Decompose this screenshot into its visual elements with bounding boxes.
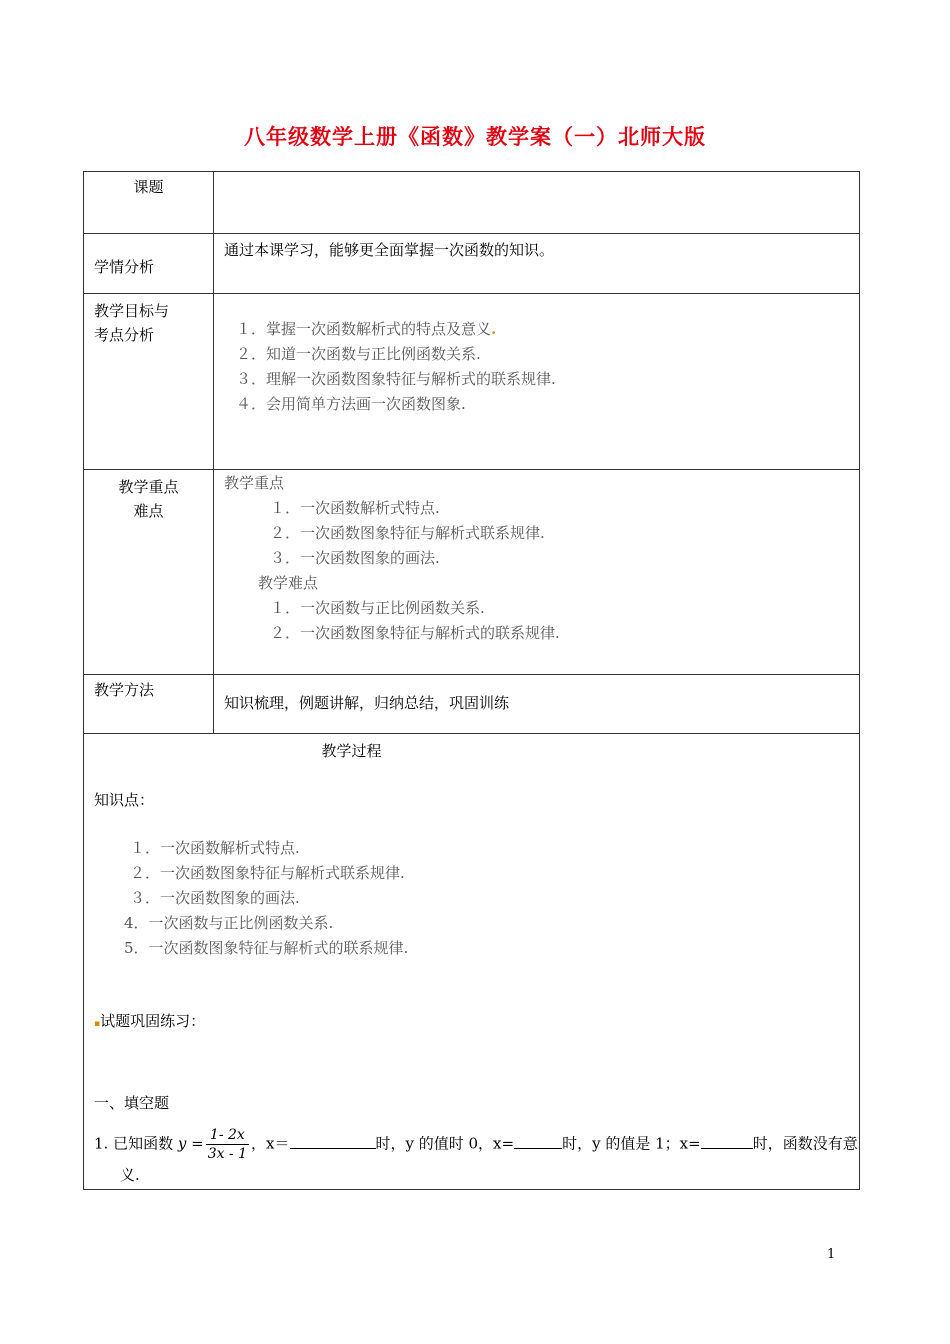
key-points-label-line1: 教学重点 (118, 478, 179, 496)
practice-mark-icon: ▪ (94, 1019, 101, 1029)
process-section (84, 739, 859, 1188)
list-item: ３．一次函数图象的画法. (270, 549, 440, 567)
row-objectives (84, 294, 860, 470)
practice-heading (94, 1009, 849, 1037)
list-item: ３．理解一次函数图象特征与解析式的联系规律. (236, 370, 556, 388)
analysis-label: 学情分析 (94, 257, 155, 276)
topic-content (214, 172, 859, 176)
topic-label: 课题 (133, 178, 164, 196)
list-item: ２．一次函数图象特征与解析式联系规律. (270, 524, 545, 542)
list-item: ２．一次函数图象特征与解析式联系规律. (130, 864, 405, 882)
objective-mark: . (491, 320, 497, 338)
row-process (84, 734, 860, 1190)
blank-1[interactable] (290, 1134, 376, 1149)
list-item: １．一次函数解析式特点. (270, 499, 440, 517)
key-points-content (214, 470, 859, 646)
q1-denominator: 3x - 1 (207, 1146, 248, 1162)
key-points-label-line2: 难点 (133, 502, 164, 520)
knowledge-list (94, 836, 849, 961)
analysis-content: 通过本课学习，能够更全面掌握一次函数的知识。 (224, 241, 555, 259)
q1-part4: 时，函数没有意 (752, 1134, 858, 1153)
lesson-plan-table (83, 171, 860, 1190)
list-item: ２．知道一次函数与正比例函数关系. (236, 345, 481, 363)
method-content: 知识梳理，例题讲解，归纳总结，巩固训练 (224, 694, 510, 712)
objective-text: １．掌握一次函数解析式的特点及意义 (236, 320, 492, 338)
process-heading: 教学过程 (321, 742, 382, 760)
question-1 (94, 1126, 858, 1163)
objectives-label (84, 294, 213, 347)
practice-heading-text: 试题巩固练习： (100, 1012, 206, 1030)
q1-prefix: 1. 已知函数 (94, 1134, 174, 1153)
objectives-label-line1: 教学目标与 (94, 302, 170, 320)
list-item: ４．会用简单方法画一次函数图象. (236, 395, 466, 413)
q1-fraction (206, 1126, 249, 1163)
objectives-list (214, 294, 859, 417)
q1-part1: ，x＝ (251, 1134, 290, 1153)
document-title: 八年级数学上册《函数》教学案（一）北师大版 (244, 125, 706, 149)
knowledge-heading: 知识点： (94, 791, 155, 809)
q1-part2: 时，y 的值时 0，x= (375, 1134, 515, 1153)
blank-3[interactable] (701, 1134, 753, 1149)
row-method (84, 675, 860, 734)
difficult-heading: 教学难点 (258, 574, 319, 592)
method-label: 教学方法 (94, 681, 155, 699)
blank-2[interactable] (514, 1134, 562, 1149)
page-number: 1 (827, 1247, 836, 1262)
row-analysis (84, 234, 860, 294)
question-1-continued: 义. (120, 1166, 140, 1184)
list-item (224, 317, 849, 342)
q1-numerator: 1- 2x (206, 1126, 249, 1145)
q1-part3: 时，y 的值是 1；x= (562, 1134, 701, 1153)
list-item: ２．一次函数图象特征与解析式的联系规律. (270, 624, 560, 642)
row-key-points (84, 470, 860, 675)
key-points-label (84, 470, 213, 523)
list-item: １．一次函数与正比例函数关系. (270, 599, 485, 617)
row-topic (84, 172, 860, 234)
list-item: ３．一次函数图象的画法. (130, 889, 300, 907)
list-item: 4．一次函数与正比例函数关系. (124, 914, 334, 932)
q1-y: y = (177, 1134, 204, 1153)
list-item: １．一次函数解析式特点. (130, 839, 300, 857)
list-item: 5．一次函数图象特征与解析式的联系规律. (124, 939, 409, 957)
key-heading: 教学重点 (224, 474, 285, 492)
section-fill-in: 一、填空题 (94, 1094, 170, 1112)
objectives-label-line2: 考点分析 (94, 326, 155, 344)
